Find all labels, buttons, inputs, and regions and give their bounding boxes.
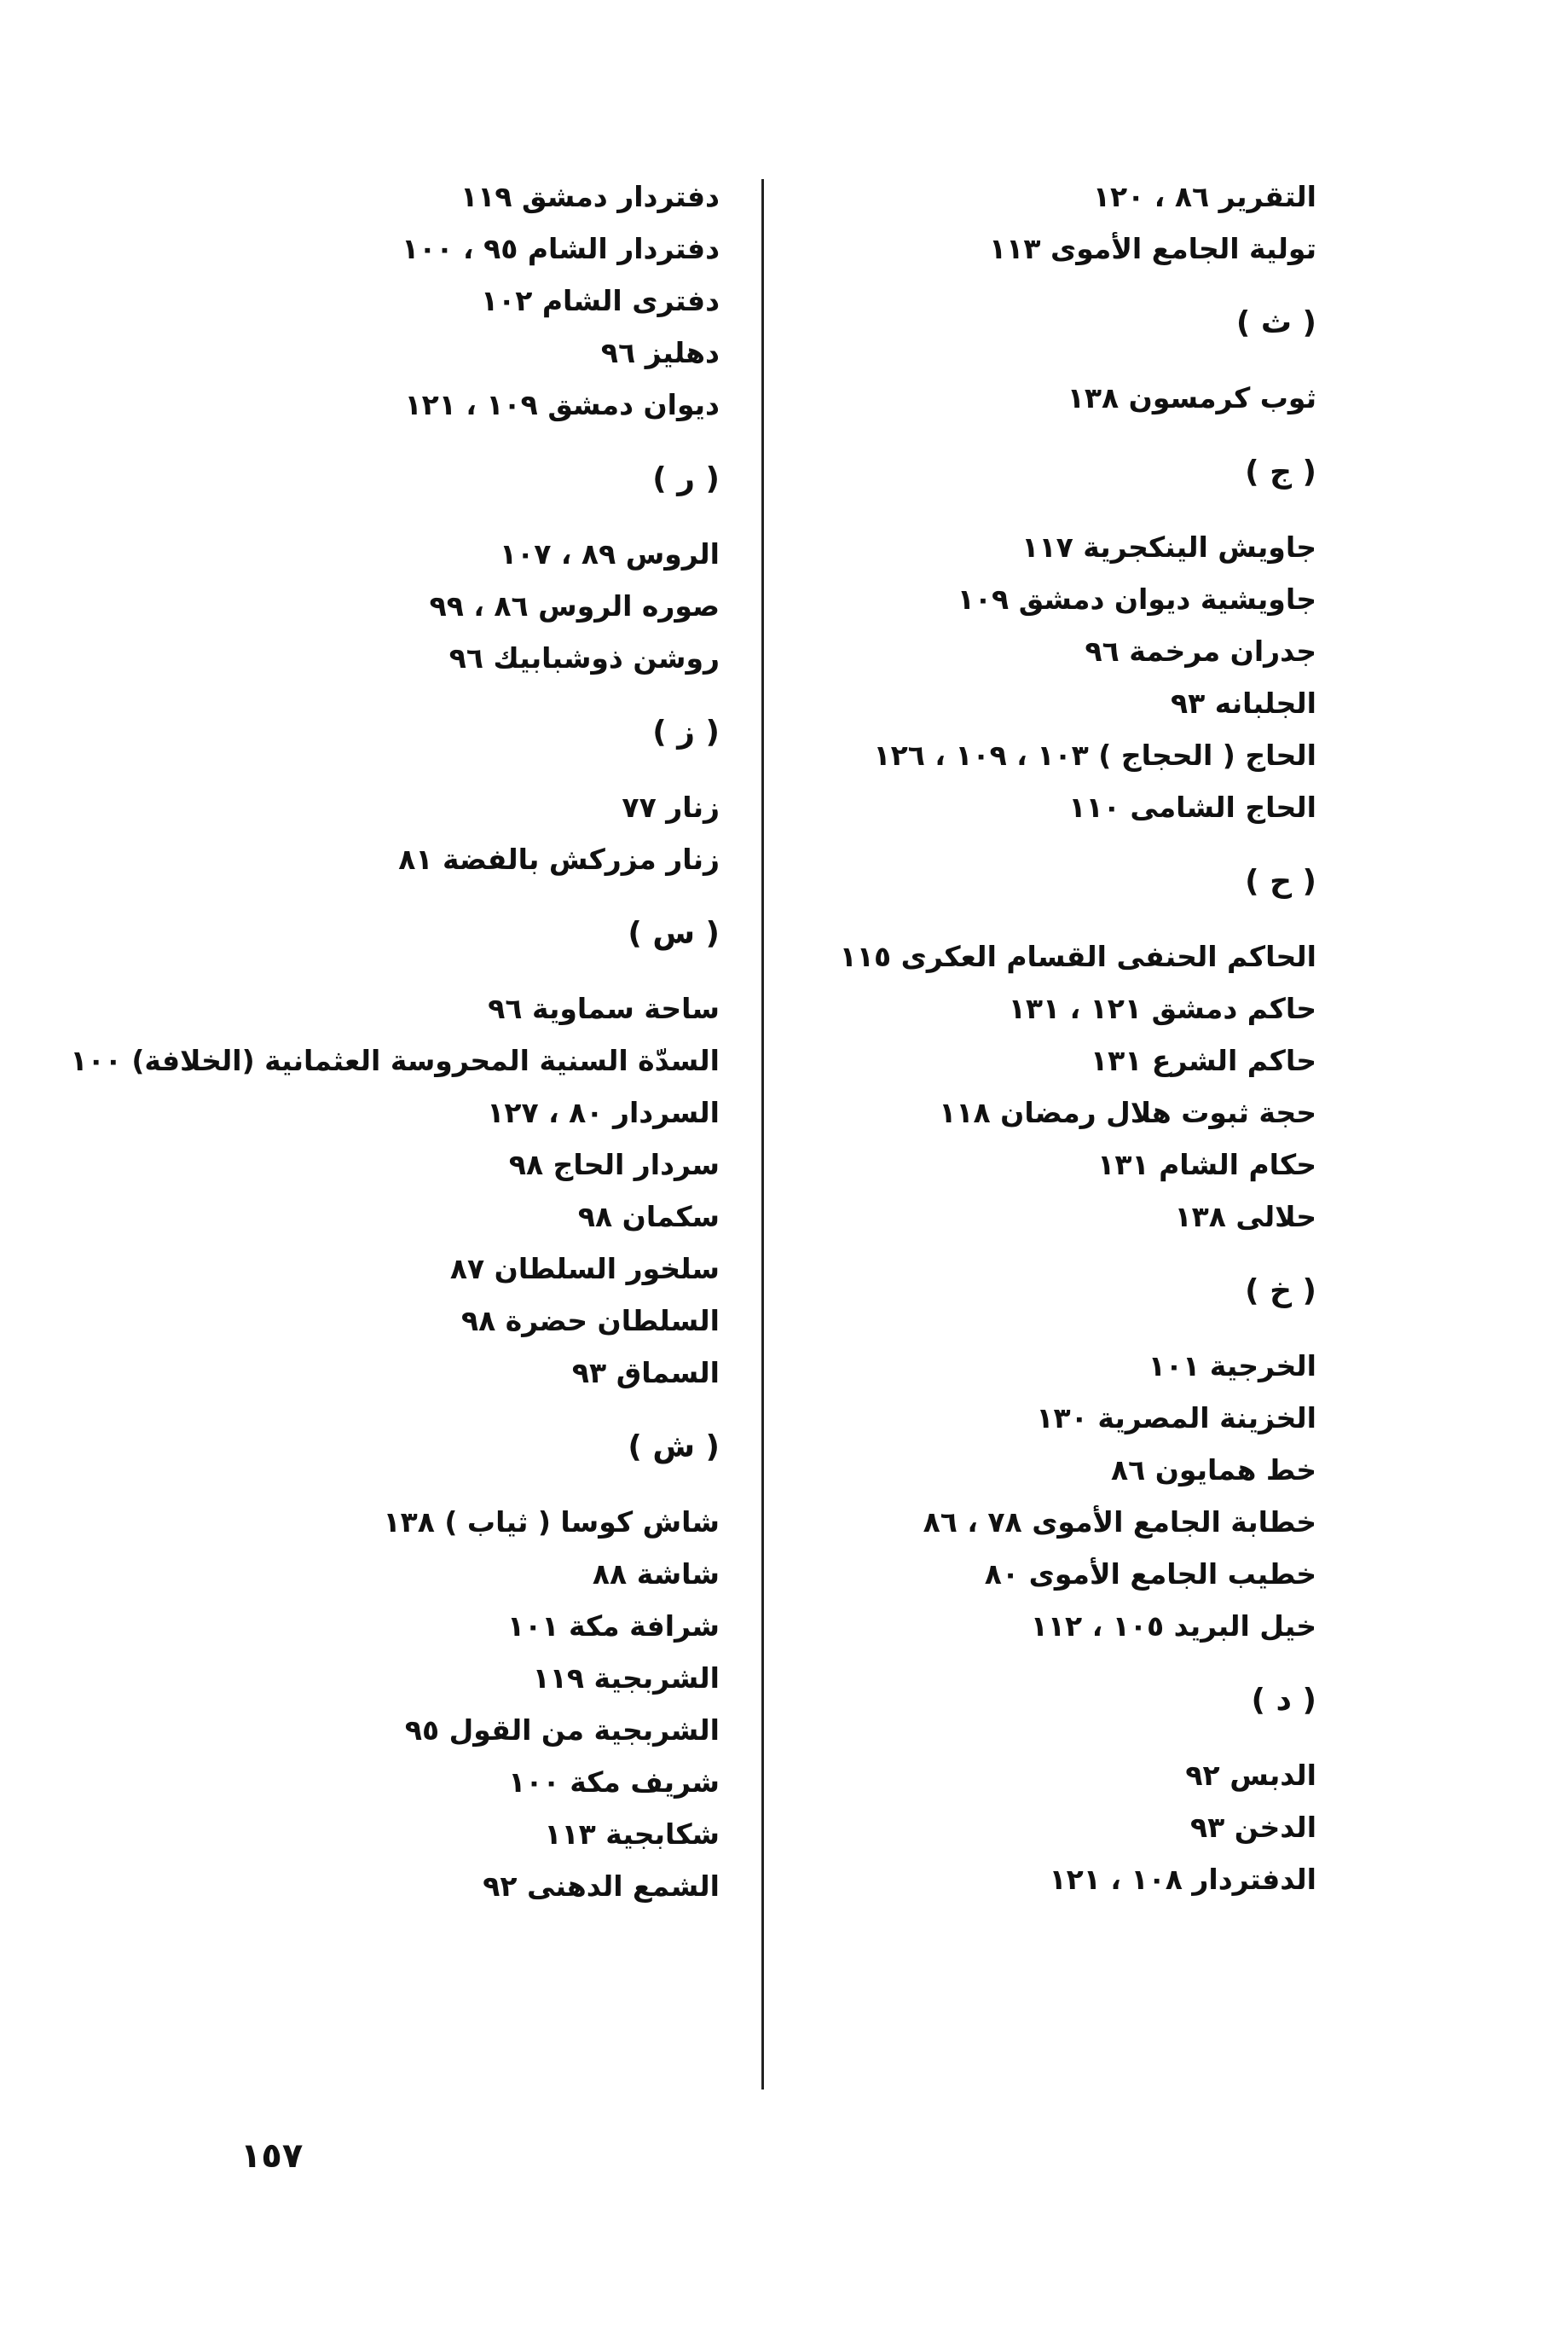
index-entry: الدخن ٩٣	[1189, 1811, 1316, 1844]
index-entry: دفتردار دمشق ١١٩	[460, 180, 720, 213]
index-entry: حجة ثبوت هلال رمضان ١١٨	[939, 1096, 1316, 1129]
index-entry: حلالى ١٣٨	[1174, 1200, 1316, 1233]
section-letter-heading: ( ح )	[1245, 864, 1316, 899]
index-entry: السردار ٨٠ ، ١٢٧	[487, 1096, 720, 1129]
index-entry: حاكم دمشق ١٢١ ، ١٣١	[1008, 992, 1316, 1025]
index-entry: الروس ٨٩ ، ١٠٧	[499, 537, 720, 571]
index-entry: الحاج الشامى ١١٠	[1068, 791, 1316, 824]
section-letter-heading: ( ش )	[628, 1429, 720, 1464]
index-entry: دفترى الشام ١٠٢	[480, 284, 720, 317]
index-entry: ثوب كرمسون ١٣٨	[1067, 381, 1316, 414]
section-letter-heading: ( خ )	[1245, 1273, 1316, 1308]
index-entry: ساحة سماوية ٩٦	[488, 992, 720, 1025]
index-entry: شاشة ٨٨	[592, 1557, 720, 1591]
index-entry: التقرير ٨٦ ، ١٢٠	[1092, 180, 1316, 213]
index-entry: خيل البريد ١٠٥ ، ١١٢	[1030, 1609, 1316, 1643]
index-entry: حكام الشام ١٣١	[1097, 1148, 1316, 1181]
section-letter-heading: ( ر )	[652, 461, 720, 496]
index-entry: جدران مرخمة ٩٦	[1085, 635, 1316, 668]
index-entry: سكمان ٩٨	[577, 1200, 720, 1233]
index-entry: الخرجية ١٠١	[1148, 1349, 1316, 1382]
section-letter-heading: ( ج )	[1245, 455, 1316, 490]
index-entry: الشربجية ١١٩	[532, 1661, 720, 1695]
index-entry: السماق ٩٣	[571, 1356, 720, 1389]
index-entry: سلخور السلطان ٨٧	[449, 1252, 720, 1285]
index-entry: سردار الحاج ٩٨	[508, 1148, 720, 1181]
index-entry: صوره الروس ٨٦ ، ٩٩	[429, 589, 720, 623]
index-entry: روشن ذوشبابيك ٩٦	[448, 641, 720, 675]
index-entry: الجلبانه ٩٣	[1170, 687, 1316, 720]
index-entry: جاويشية ديوان دمشق ١٠٩	[957, 582, 1316, 616]
index-entry: جاويش الينكجرية ١١٧	[1021, 530, 1316, 564]
index-entry: خط همايون ٨٦	[1110, 1453, 1316, 1487]
index-entry: السدّة السنية المحروسة العثمانية (الخلافة) ١٠٠	[70, 1044, 720, 1077]
index-entry: دهليز ٩٦	[600, 336, 720, 369]
index-entry: دفتردار الشام ٩٥ ، ١٠٠	[402, 232, 720, 265]
index-entry: السلطان حضرة ٩٨	[460, 1304, 720, 1337]
section-letter-heading: ( ث )	[1235, 305, 1316, 340]
section-letter-heading: ( س )	[628, 916, 720, 951]
index-entry: الحاكم الحنفى القسام العكرى ١١٥	[839, 940, 1316, 973]
column-divider	[761, 179, 764, 2089]
index-entry: الدفتردار ١٠٨ ، ١٢١	[1049, 1863, 1316, 1896]
index-column-right	[788, 171, 1316, 1905]
index-entry: تولية الجامع الأموى ١١٣	[989, 232, 1316, 265]
index-entry: شاش كوسا ( ثياب ) ١٣٨	[383, 1505, 720, 1539]
index-entry: خطابة الجامع الأموى ٧٨ ، ٨٦	[923, 1505, 1316, 1539]
index-entry: خطيب الجامع الأموى ٨٠	[984, 1557, 1316, 1591]
index-entry: زنار ٧٧	[622, 791, 720, 824]
index-column-left	[20, 171, 720, 1912]
index-entry: الدبس ٩٢	[1185, 1759, 1316, 1792]
index-entry: ديوان دمشق ١٠٩ ، ١٢١	[404, 388, 720, 421]
index-entry: شرافة مكة ١٠١	[507, 1609, 720, 1643]
index-entry: الشمع الدهنى ٩٢	[483, 1869, 720, 1903]
index-entry: حاكم الشرع ١٣١	[1090, 1044, 1316, 1077]
index-entry: شريف مكة ١٠٠	[508, 1765, 720, 1799]
page-number: ١٥٧	[240, 2136, 304, 2176]
section-letter-heading: ( د )	[1251, 1683, 1316, 1718]
index-entry: شكابجية ١١٣	[544, 1817, 720, 1851]
section-letter-heading: ( ز )	[652, 715, 720, 750]
index-entry: الشربجية من القول ٩٥	[404, 1713, 720, 1747]
index-entry: الحاج ( الحجاج ) ١٠٣ ، ١٠٩ ، ١٢٦	[873, 739, 1316, 772]
index-entry: زنار مزركش بالفضة ٨١	[398, 843, 720, 876]
index-entry: الخزينة المصرية ١٣٠	[1036, 1401, 1316, 1435]
